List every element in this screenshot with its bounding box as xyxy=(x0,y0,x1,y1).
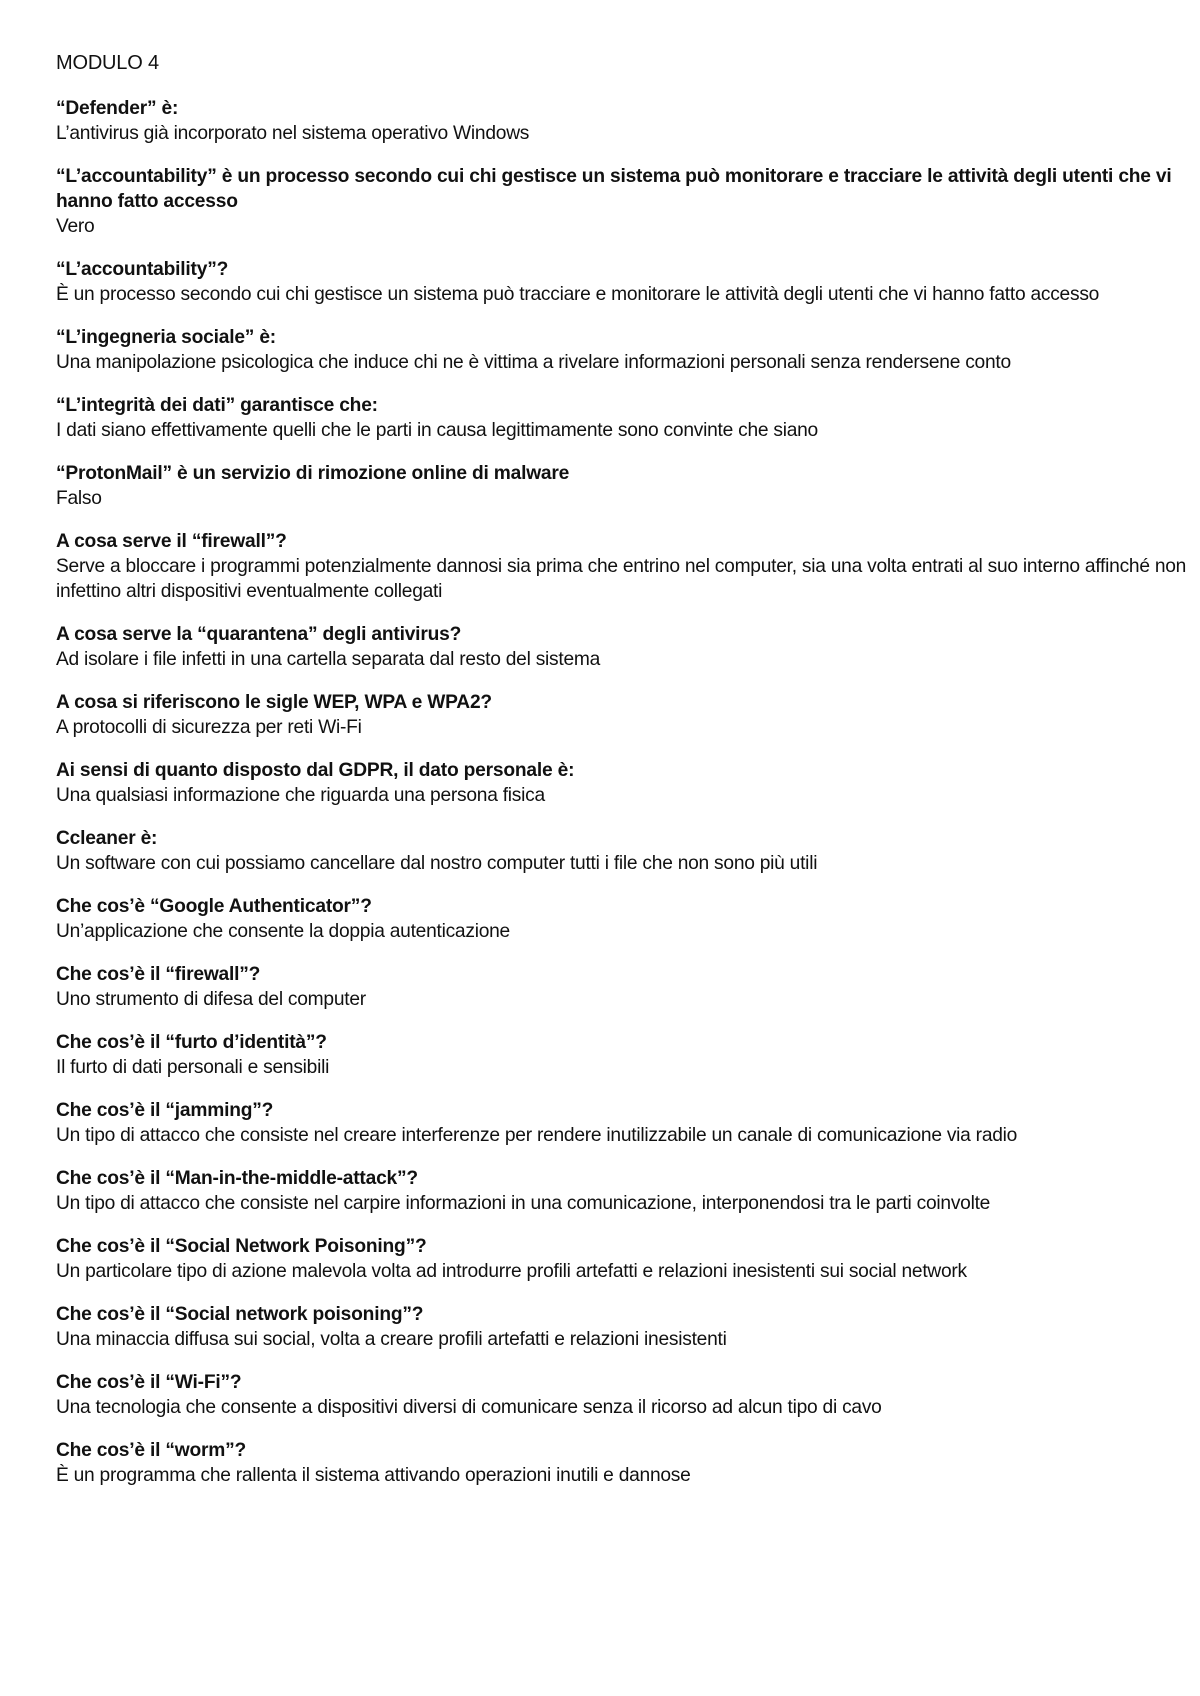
qa-item xyxy=(56,690,1190,740)
answer: Vero xyxy=(56,216,95,237)
question: Ccleaner è: xyxy=(56,828,158,849)
qa-item xyxy=(56,1166,1190,1216)
question: Che cos’è il “Social Network Poisoning”? xyxy=(56,1236,427,1257)
question: Che cos’è il “Social network poisoning”? xyxy=(56,1304,424,1325)
question: “L’accountability” è un processo secondo cui chi gestisce un sistema può monitorare e tracciare le attività degli utenti che vi hanno fatto accesso xyxy=(56,166,1172,212)
question: Che cos’è il “Wi-Fi”? xyxy=(56,1372,242,1393)
qa-item xyxy=(56,96,1190,146)
answer: Un particolare tipo di azione malevola volta ad introdurre profili artefatti e relazioni inesistenti sui social network xyxy=(56,1261,967,1282)
qa-item xyxy=(56,1302,1190,1352)
qa-item xyxy=(56,826,1190,876)
qa-item xyxy=(56,962,1190,1012)
question: A cosa serve il “firewall”? xyxy=(56,531,287,552)
qa-item xyxy=(56,894,1190,944)
qa-item xyxy=(56,1098,1190,1148)
answer: Un software con cui possiamo cancellare dal nostro computer tutti i file che non sono più utili xyxy=(56,853,818,874)
qa-item xyxy=(56,325,1190,375)
question: “L’integrità dei dati” garantisce che: xyxy=(56,395,378,416)
question: Ai sensi di quanto disposto dal GDPR, il dato personale è: xyxy=(56,760,575,781)
question: Che cos’è il “worm”? xyxy=(56,1440,247,1461)
qa-item xyxy=(56,257,1190,307)
qa-item xyxy=(56,164,1190,239)
answer: È un programma che rallenta il sistema attivando operazioni inutili e dannose xyxy=(56,1465,691,1486)
answer: Una tecnologia che consente a dispositivi diversi di comunicare senza il ricorso ad alcun tipo di cavo xyxy=(56,1397,882,1418)
answer: L’antivirus già incorporato nel sistema operativo Windows xyxy=(56,123,530,144)
question: “ProtonMail” è un servizio di rimozione online di malware xyxy=(56,463,570,484)
answer: Una manipolazione psicologica che induce chi ne è vittima a rivelare informazioni personali senza rendersene conto xyxy=(56,352,1011,373)
qa-item xyxy=(56,1370,1190,1420)
answer: È un processo secondo cui chi gestisce un sistema può tracciare e monitorare le attività degli utenti che vi hanno fatto accesso xyxy=(56,284,1100,305)
answer: Una minaccia diffusa sui social, volta a creare profili artefatti e relazioni inesistenti xyxy=(56,1329,727,1350)
answer: Un tipo di attacco che consiste nel carpire informazioni in una comunicazione, interponendosi tra le parti coinvolte xyxy=(56,1193,991,1214)
answer: Uno strumento di difesa del computer xyxy=(56,989,366,1010)
qa-item xyxy=(56,529,1190,604)
qa-item xyxy=(56,622,1190,672)
answer: Il furto di dati personali e sensibili xyxy=(56,1057,330,1078)
question: Che cos’è il “furto d’identità”? xyxy=(56,1032,327,1053)
question: “L’accountability”? xyxy=(56,259,229,280)
question: Che cos’è il “firewall”? xyxy=(56,964,261,985)
qa-item xyxy=(56,1438,1190,1488)
question: Che cos’è il “Man-in-the-middle-attack”? xyxy=(56,1168,418,1189)
answer: Un tipo di attacco che consiste nel creare interferenze per rendere inutilizzabile un canale di comunicazione via radio xyxy=(56,1125,1018,1146)
question: Che cos’è “Google Authenticator”? xyxy=(56,896,372,917)
question: A cosa serve la “quarantena” degli antivirus? xyxy=(56,624,462,645)
answer: Falso xyxy=(56,488,102,509)
qa-item xyxy=(56,1030,1190,1080)
qa-item xyxy=(56,758,1190,808)
qa-item xyxy=(56,461,1190,511)
answer: Una qualsiasi informazione che riguarda una persona fisica xyxy=(56,785,545,806)
answer: Serve a bloccare i programmi potenzialmente dannosi sia prima che entrino nel computer, sia una volta entrati al suo interno affinché non infettino altri dispositivi eventualmente collegati xyxy=(56,556,1187,602)
answer: I dati siano effettivamente quelli che le parti in causa legittimamente sono convinte che siano xyxy=(56,420,818,441)
question: Che cos’è il “jamming”? xyxy=(56,1100,274,1121)
answer: Un’applicazione che consente la doppia autenticazione xyxy=(56,921,510,942)
question: “L’ingegneria sociale” è: xyxy=(56,327,276,348)
question: “Defender” è: xyxy=(56,98,179,119)
qa-item xyxy=(56,393,1190,443)
answer: A protocolli di sicurezza per reti Wi-Fi xyxy=(56,717,362,738)
answer: Ad isolare i file infetti in una cartella separata dal resto del sistema xyxy=(56,649,601,670)
question: A cosa si riferiscono le sigle WEP, WPA e WPA2? xyxy=(56,692,492,713)
document-page xyxy=(56,50,1190,1506)
module-title: MODULO 4 xyxy=(56,52,159,74)
qa-item xyxy=(56,1234,1190,1284)
